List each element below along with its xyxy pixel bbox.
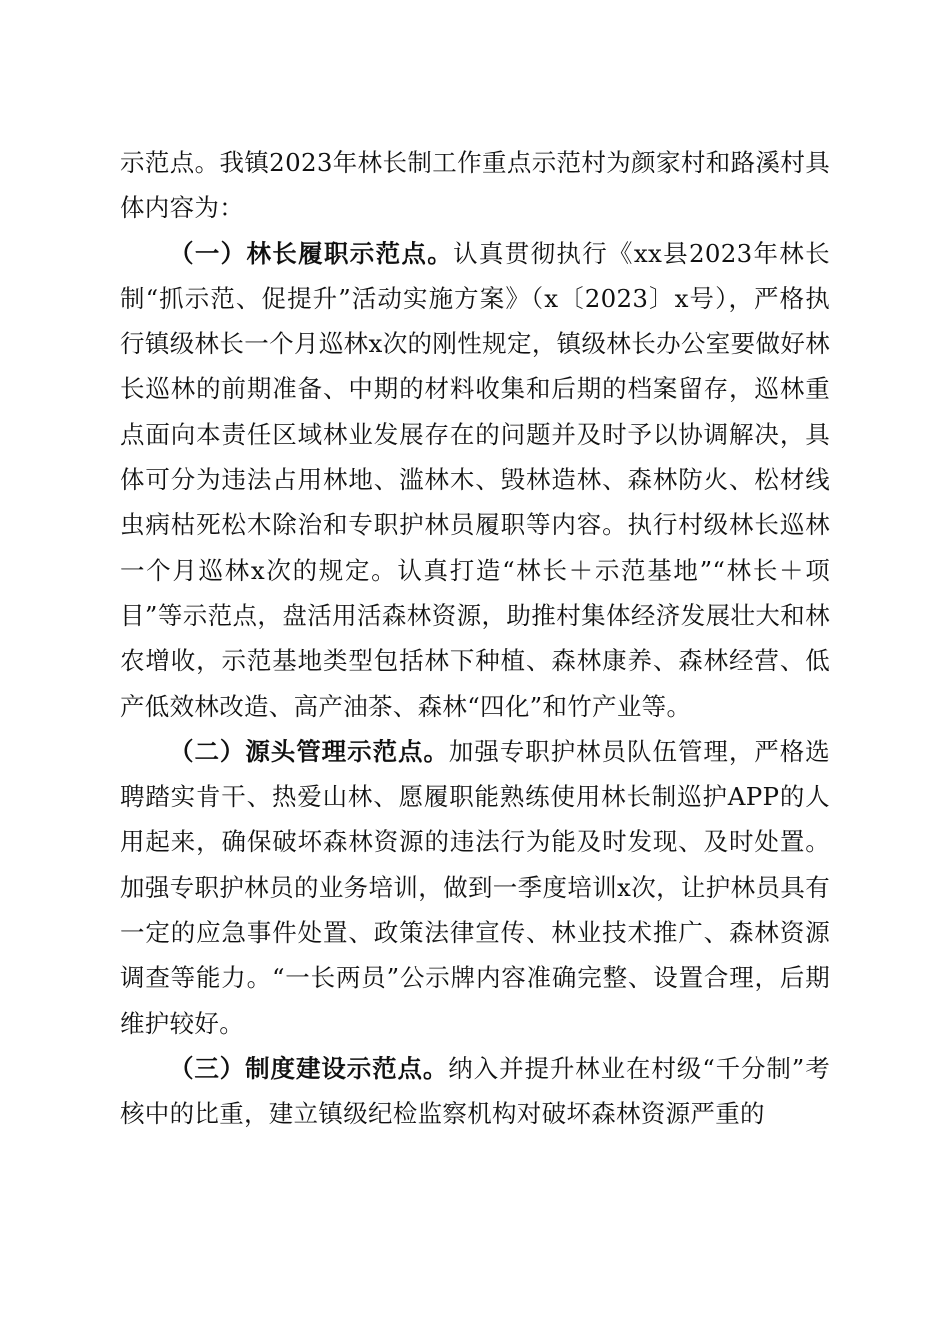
section-3-heading: （三）制度建设示范点。 <box>169 1053 449 1083</box>
section-3-body: 纳入并提升林业在村级“千分制”考核中的比重，建立镇级纪检监察机构对破坏森林资源严重的 <box>120 1053 830 1129</box>
section-2-heading: （二）源头管理示范点。 <box>169 736 449 766</box>
paragraph-section-2 <box>120 729 830 1046</box>
paragraph-intro-text: 示范点。我镇2023年林长制工作重点示范村为颜家村和路溪村具体内容为： <box>120 148 830 223</box>
paragraph-section-1 <box>120 231 830 729</box>
section-1-body: 认真贯彻执行《xx县2023年林长制“抓示范、促提升”活动实施方案》（x〔2023〕x号），严格执行镇级林长一个月巡林x次的刚性规定，镇级林长办公室要做好林长巡林的前期准备、中期的材料收集和后期的档案留存，巡林重点面向本责任区域林业发展存在的问题并及时予以协调解决，具体可分为违法占用林地、滥林木、毁林造林、森林防火、松材线虫病枯死松木除治和专职护林员履职等内容。执行村级林长巡林一个月巡林x次的规定。认真打造“林长＋示范基地”“林长＋项目”等示范点，盘活用活森林资源，助推村集体经济发展壮大和林农增收，示范基地类型包括林下种植、森林康养、森林经营、低产低效林改造、高产油茶、森林“四化”和竹产业等。 <box>120 238 830 721</box>
paragraph-intro <box>120 140 830 231</box>
paragraph-section-3 <box>120 1046 830 1137</box>
document-body <box>120 140 830 1137</box>
section-1-heading: （一）林长履职示范点。 <box>169 238 454 268</box>
section-2-body: 加强专职护林员队伍管理，严格选聘踏实肯干、热爱山林、愿履职能熟练使用林长制巡护APP的人用起来，确保破坏森林资源的违法行为能及时发现、及时处置。加强专职护林员的业务培训，做到一季度培训x次，让护林员具有一定的应急事件处置、政策法律宣传、林业技术推广、森林资源调查等能力。“一长两员”公示牌内容准确完整、设置合理，后期维护较好。 <box>120 736 830 1038</box>
